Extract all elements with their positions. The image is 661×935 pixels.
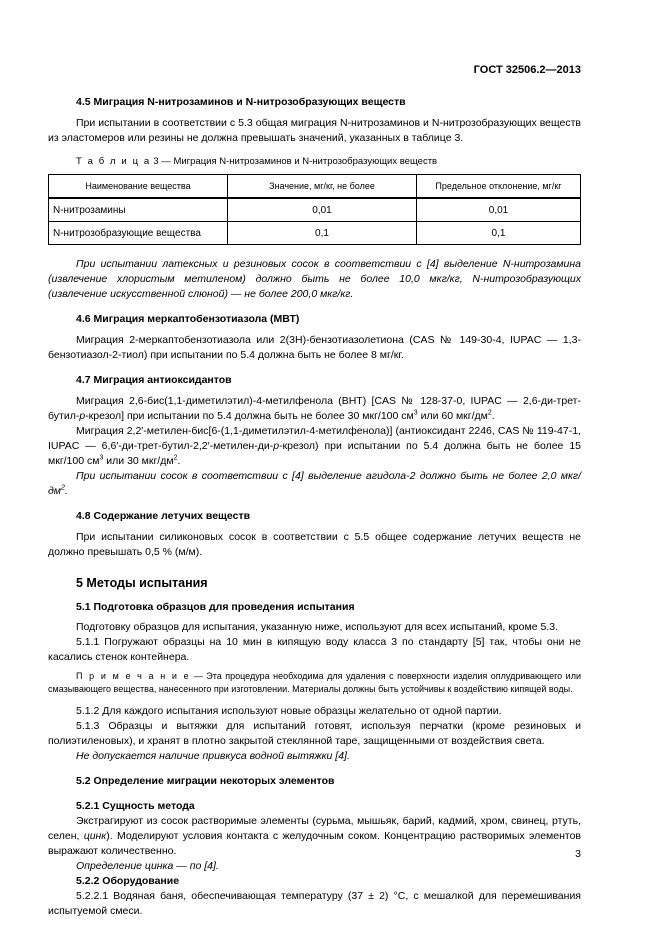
note-label: П р и м е ч а н и е bbox=[76, 671, 191, 681]
section-5-1-paragraph: Подготовку образцов для испытания, указанную ниже, используют для всех испытаний, кроме 5.3. bbox=[76, 621, 558, 633]
table-cell: 0,01 bbox=[417, 198, 581, 222]
table-cell: N-нитрозобразующие вещества bbox=[49, 222, 228, 245]
section-4-5-paragraph: При испытании в соответствии с 5.3 общая миграция N-нитрозаминов и N-нитрозобразующих веществ из эластомеров или резины не должна превышать значений, указанных в таблице 3. bbox=[48, 117, 581, 144]
section-5-2-2-title: 5.2.2 Оборудование bbox=[76, 875, 180, 887]
section-5-1-2-paragraph: 5.1.2 Для каждого испытания используют новые образцы желательно от одной партии. bbox=[76, 705, 502, 717]
table-row bbox=[49, 222, 581, 245]
section-5-1-title: 5.1 Подготовка образцов для проведения испытания bbox=[76, 601, 355, 613]
section-5-2-1-note: Определение цинка — по [4]. bbox=[76, 860, 219, 872]
table-3-caption bbox=[48, 154, 581, 169]
table-cell: 0,1 bbox=[228, 222, 417, 245]
section-4-8-title: 4.8 Содержание летучих веществ bbox=[76, 510, 251, 522]
table-header-cell: Значение, мг/кг, не более bbox=[228, 175, 417, 199]
section-5-2-1-paragraph: Экстрагируют из сосок растворимые элементы (сурьма, мышьяк, барий, кадмий, хром, свинец, ртуть, селен, цинк). Моделируют условия контакта с желудочным соком. Концентрацию растворимых элементов выражают количественно. bbox=[48, 815, 582, 857]
note-text: — Эта процедура необходима для удаления с поверхности изделия оплудривающего или смазывающего вещества, нанесенного при изготовлении. Материалы должны быть устойчивы к воздействию кипящей воды. bbox=[48, 671, 581, 694]
section-5-2-1-title: 5.2.1 Сущность метода bbox=[76, 800, 195, 812]
section-5-1-note bbox=[48, 670, 581, 696]
section-4-6-paragraph: Миграция 2-меркаптобензотиазола или 2(3Н)-бензотиазолетиона (CAS № 149-30-4, IUPAC — 1,3-бензотиазол-2-тиол) при испытании по 5.4 должна быть не более 8 мг/кг. bbox=[48, 334, 581, 361]
section-4-7-title: 4.7 Миграция антиоксидантов bbox=[76, 374, 232, 386]
table-label: Т а б л и ц а bbox=[76, 156, 151, 167]
section-4-7-paragraph-3: При испытании сосок в соответствии с [4] выделение агидола-2 должно быть не более 2,0 мкг/$дм^2$. bbox=[48, 470, 581, 497]
section-5-1-1-paragraph: 5.1.1 Погружают образцы на 10 мин в кипящую воду класса 3 по стандарту [5] так, чтобы они не касались стенок контейнера. bbox=[48, 636, 581, 663]
table-cell: 0,1 bbox=[417, 222, 581, 245]
section-5-title: 5 Методы испытания bbox=[76, 576, 208, 590]
table-header-cell: Наименование вещества bbox=[49, 175, 228, 199]
section-4-5-note-paragraph: При испытании латексных и резиновых сосок в соответствии с [4] выделение N-нитрозамина (извлечение хлористым метиленом) должно быть не более 10,0 мкг/кг, N-нитрозобразующих (извлечение искусственной слюной) — не более 200,0 мкг/кг. bbox=[48, 258, 581, 300]
table-cell: N-нитрозамины bbox=[49, 198, 228, 222]
table-cell: 0,01 bbox=[228, 198, 417, 222]
table-header-cell: Предельное отклонение, мг/кг bbox=[417, 175, 581, 199]
section-4-6-title: 4.6 Миграция меркаптобензотиазола (МВТ) bbox=[76, 313, 300, 325]
table-header-row bbox=[49, 175, 581, 199]
section-5-2-title: 5.2 Определение миграции некоторых элементов bbox=[76, 775, 335, 787]
table-row bbox=[49, 198, 581, 222]
page-content bbox=[48, 95, 581, 919]
section-5-2-2-1-paragraph: 5.2.2.1 Водяная баня, обеспечивающая температуру (37 ± 2) °С, с мешалкой для перемешивания испытуемой смеси. bbox=[48, 890, 581, 917]
section-4-8-paragraph: При испытании силиконовых сосок в соответствии с 5.5 общее содержание летучих веществ не должно превышать 0,5 % (м/м). bbox=[48, 531, 581, 558]
table-3 bbox=[48, 174, 581, 245]
section-4-7-paragraph-2: Миграция 2,2′-метилен-бис[6-(1,1-диметилэтил-4-метилфенола)] (антиоксидант 2246, CAS № 119-47-1, IUPAC — 6,6′-ди-трет-бутил-2,2′-метилен-ди-p-крезол) при испытании по 5.4 должна быть не более 15 мкг/100 $см^3$ или 30 мкг/$дм^2$. bbox=[48, 425, 581, 467]
page-number: 3 bbox=[575, 848, 581, 860]
standard-header: ГОСТ 32506.2—2013 bbox=[473, 64, 581, 76]
section-5-1-3-paragraph: 5.1.3 Образцы и вытяжки для испытаний готовят, используя перчатки (кроме резиновых и полиэтиленовых), и хранят в плотно закрытой стеклянной таре, защищенными от воздействия света. bbox=[48, 720, 581, 747]
section-4-5-title: 4.5 Миграция N-нитрозаминов и N-нитрозобразующих веществ bbox=[76, 96, 406, 108]
section-5-1-3-note: Не допускается наличие привкуса водной вытяжки [4]. bbox=[76, 750, 350, 762]
table-caption-text: 3 — Миграция N-нитрозаминов и N-нитрозобразующих веществ bbox=[150, 156, 438, 167]
section-4-7-paragraph-1: Миграция 2,6-бис(1,1-диметилэтил)-4-метилфенола (ВНТ) [CAS № 128-37-0, IUPAC — 2,6-ди-трет-бутил-p-крезол] при испытании по 5.4 должна быть не более 30 мкг/100 $см^3$ или 60 мкг/$дм^2$. bbox=[48, 395, 581, 422]
